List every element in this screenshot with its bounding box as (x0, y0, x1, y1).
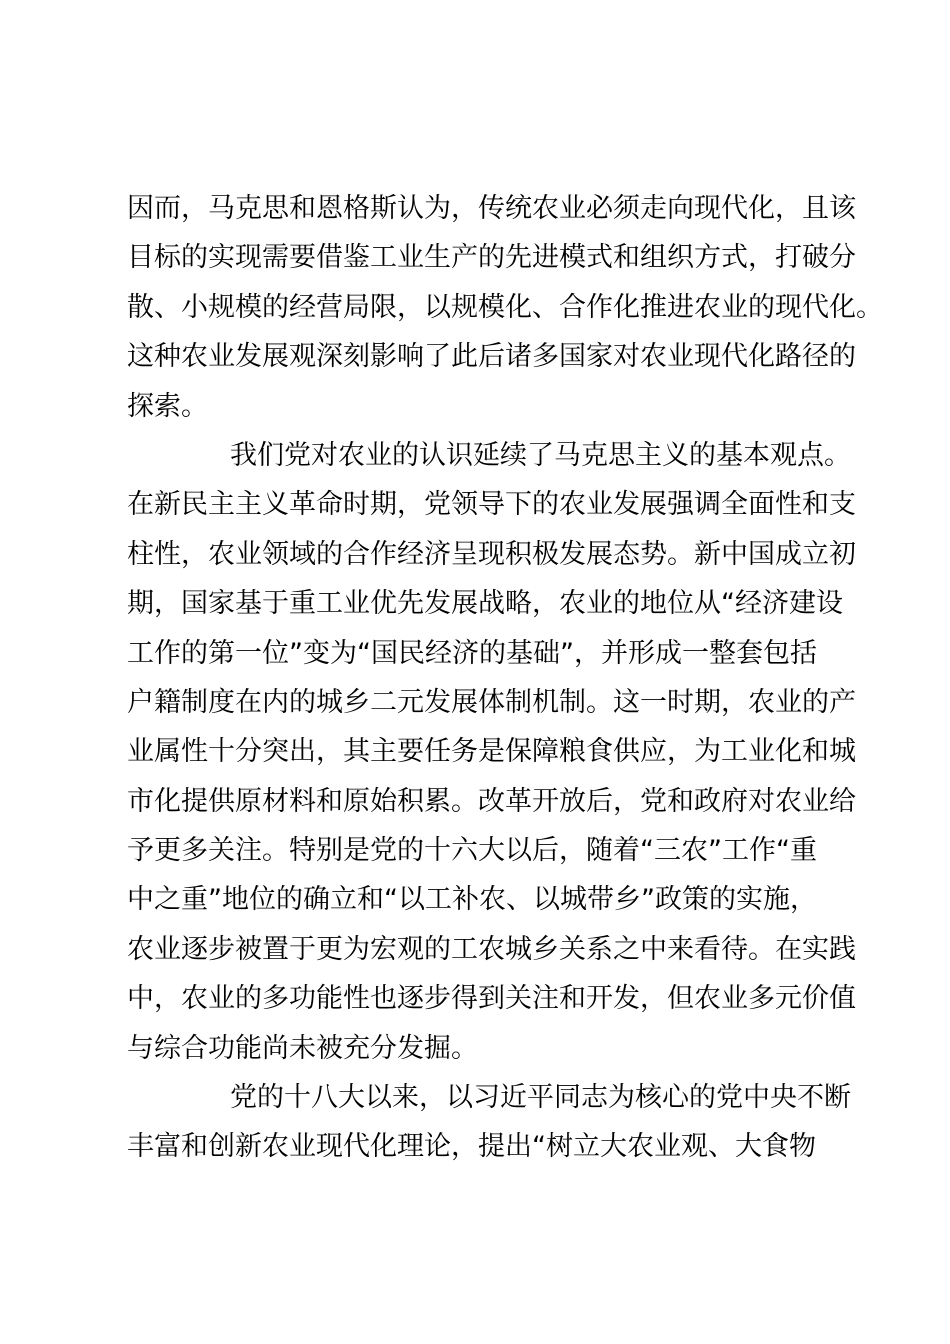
paragraph-first-line: 我们党对农业的认识延续了马克思主义的基本观点。 (230, 439, 851, 471)
paragraph-first-line: 党的十八大以来，以习近平同志为核心的党中央不断 (230, 1082, 851, 1114)
text-line: 予更多关注。特别是党的十六大以后，随着“三农”工作“重 (127, 835, 817, 867)
text-line: 户籍制度在内的城乡二元发展体制机制。这一时期，农业的产 (127, 686, 856, 718)
text-line: 中，农业的多功能性也逐步得到关注和开发，但农业多元价值 (127, 983, 856, 1015)
text-line: 柱性，农业领域的合作经济呈现积极发展态势。新中国成立初 (127, 538, 856, 570)
text-line: 这种农业发展观深刻影响了此后诸多国家对农业现代化路径的 (127, 341, 856, 373)
text-line: 因而，马克思和恩格斯认为，传统农业必须走向现代化，且该 (127, 193, 856, 224)
text-line: 市化提供原材料和原始积累。改革开放后，党和政府对农业给 (127, 785, 856, 817)
body-text (127, 184, 883, 1172)
text-line: 在新民主主义革命时期，党领导下的农业发展强调全面性和支 (127, 489, 856, 521)
text-line: 探索。 (127, 390, 208, 422)
text-line: 丰富和创新农业现代化理论，提出“树立大农业观、大食物 (127, 1131, 816, 1163)
text-line: 与综合功能尚未被充分发掘。 (127, 1032, 478, 1064)
text-line: 散、小规模的经营局限，以规模化、合作化推进农业的现代化。 (127, 291, 883, 323)
text-line: 工作的第一位”变为“国民经济的基础”，并形成一整套包括 (127, 637, 817, 669)
text-line: 期，国家基于重工业优先发展战略，农业的地位从“经济建设 (127, 588, 843, 620)
text-line: 中之重”地位的确立和“以工补农、以城带乡”政策的实施， (127, 884, 817, 916)
text-line: 农业逐步被置于更为宏观的工农城乡关系之中来看待。在实践 (127, 933, 856, 965)
text-line: 业属性十分突出，其主要任务是保障粮食供应，为工业化和城 (127, 736, 856, 768)
text-line: 目标的实现需要借鉴工业生产的先进模式和组织方式，打破分 (127, 242, 856, 274)
